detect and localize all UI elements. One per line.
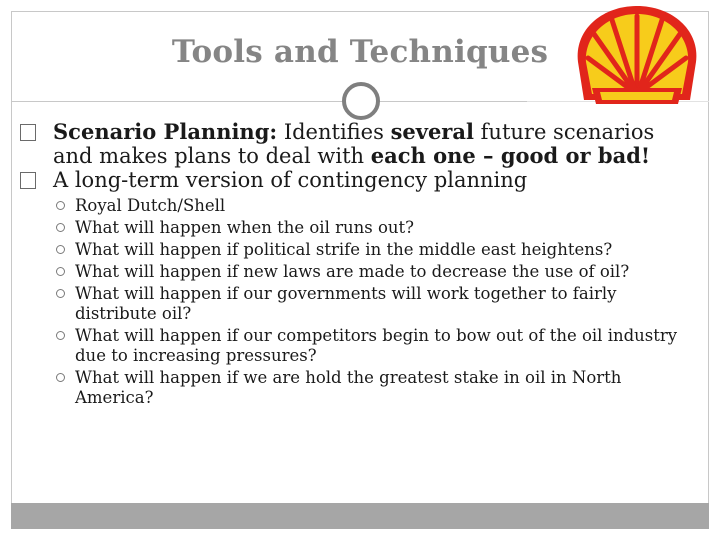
sub-bullet-text: Royal Dutch/Shell	[75, 196, 226, 215]
sub-bullet	[20, 240, 700, 260]
sub-bullet-text: What will happen if we are hold the greatest stake in oil in North America?	[75, 368, 622, 407]
circle-bullet-icon	[56, 223, 65, 232]
bullet-text: future scenarios and makes plans to deal with	[53, 120, 655, 168]
footer-bar	[11, 503, 709, 529]
bullet-long-term	[20, 168, 700, 192]
sub-bullet	[20, 218, 700, 238]
sub-bullet-text: What will happen if political strife in the middle east heightens?	[75, 240, 613, 259]
square-bullet-icon	[20, 124, 36, 141]
bullet-list	[20, 120, 700, 408]
circle-bullet-icon	[56, 289, 65, 298]
bullet-emphasis: each one – good or bad!	[370, 143, 651, 168]
sub-bullet	[20, 284, 700, 324]
sub-bullet-text: What will happen if new laws are made to decrease the use of oil?	[75, 262, 630, 281]
circle-bullet-icon	[56, 267, 65, 276]
bullet-lead: Scenario Planning:	[53, 119, 278, 144]
sub-bullet	[20, 368, 700, 408]
sub-bullet-list	[20, 196, 700, 408]
sub-bullet	[20, 326, 700, 366]
sub-bullet	[20, 262, 700, 282]
sub-bullet	[20, 196, 700, 216]
bullet-emphasis: several	[390, 119, 474, 144]
circle-bullet-icon	[56, 245, 65, 254]
slide-title: Tools and Techniques	[171, 34, 549, 70]
sub-bullet-text: What will happen if our governments will work together to fairly distribute oil?	[75, 284, 617, 323]
bullet-scenario-planning	[20, 120, 700, 168]
bullet-text: A long-term version of contingency planning	[53, 168, 528, 192]
square-bullet-icon	[20, 172, 36, 189]
sub-bullet-text: What will happen when the oil runs out?	[75, 218, 414, 237]
circle-bullet-icon	[56, 331, 65, 340]
ring-ornament	[342, 82, 380, 120]
title-divider	[11, 101, 527, 102]
circle-bullet-icon	[56, 373, 65, 382]
bullet-text: Identifies	[277, 120, 391, 144]
shell-logo-icon	[562, 0, 712, 112]
circle-bullet-icon	[56, 201, 65, 210]
sub-bullet-text: What will happen if our competitors begin to bow out of the oil industry due to increasing pressures?	[75, 326, 678, 365]
